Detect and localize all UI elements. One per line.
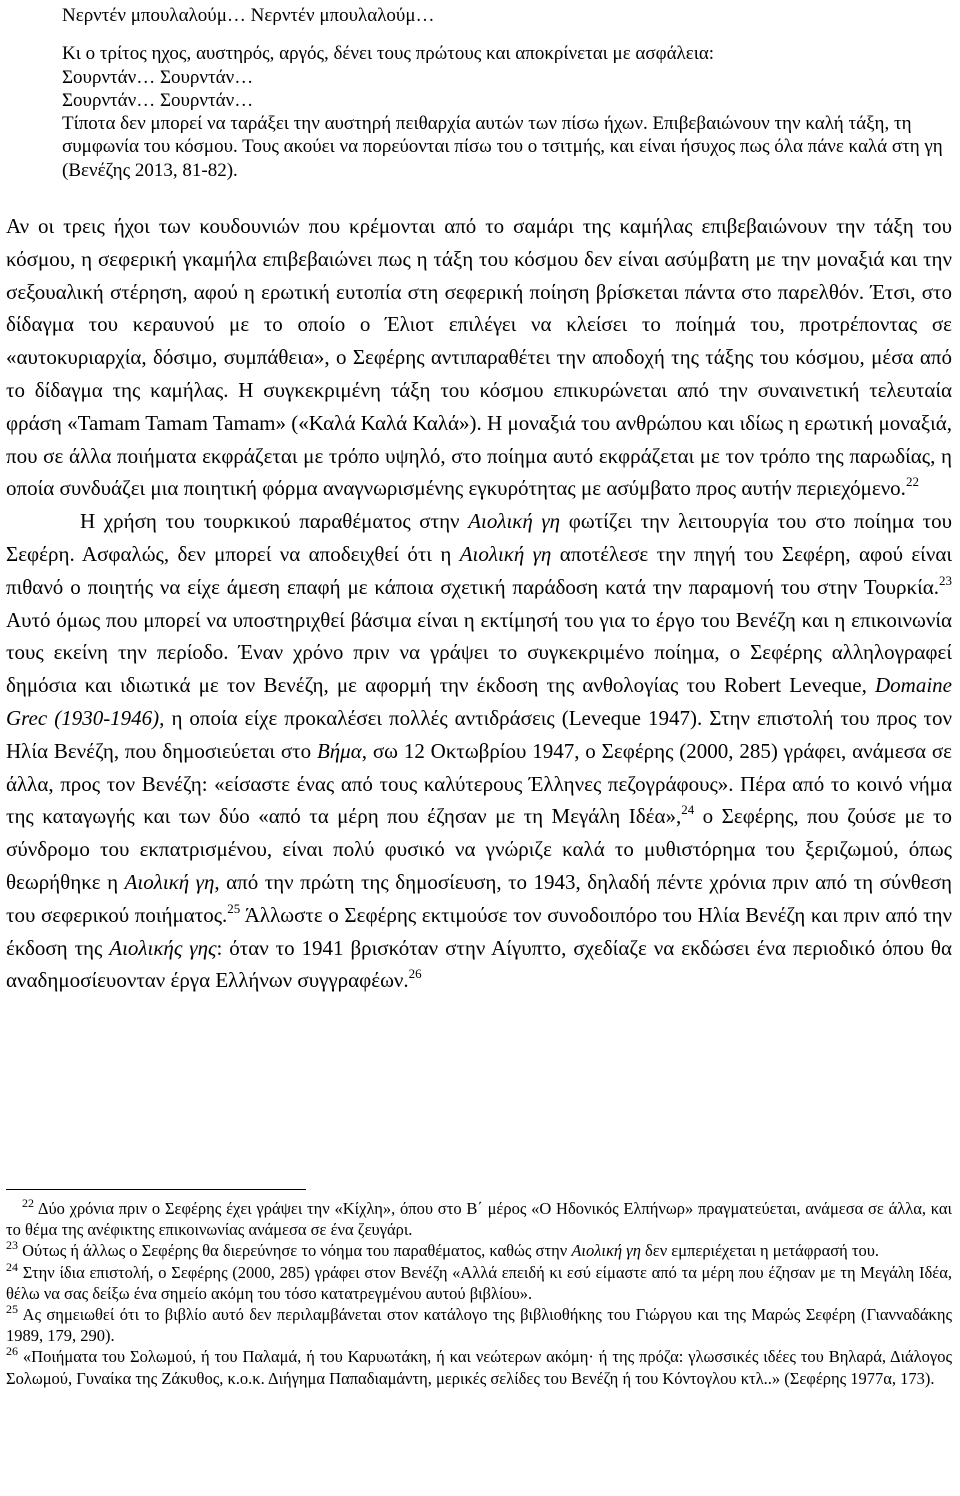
- italic-title: Αιολική γη: [459, 541, 552, 566]
- footnote-text: Ούτως ή άλλως ο Σεφέρης θα διερεύνησε το νόημα του παραθέματος, καθώς στην: [18, 1241, 572, 1261]
- quote-line: Σουρντάν… Σουρντάν…: [62, 89, 254, 111]
- quote-paragraph: Τίποτα δεν μπορεί να ταράξει την αυστηρή πειθαρχία αυτών των πίσω ήχων. Επιβεβαιώνουν την καλή τάξη, τη συμφωνία του κόσμου. Τους ακούει να πορεύονται πίσω του ο τσιτμής, και είναι ήσυχος πως όλα πάνε καλά στη γη (Βενέζης 2013, 81-82).: [62, 113, 943, 181]
- paragraph-1: [6, 210, 952, 505]
- footnote-24: [6, 1259, 952, 1304]
- footnote-number: 24: [6, 1259, 18, 1274]
- paragraph-text: Αυτό όμως που μπορεί να υποστηριχθεί βάσιμα είναι η εκτίμησή του για το έργο του Βενέζη και η επικοινωνία τους εκείνη την περίοδο. Έναν χρόνο πριν να γράψει το συγκεκριμένο ποίημα, ο Σεφέρης αλληλογραφεί δημόσια και ιδιωτικά με τον Βενέζη, με αφορμή την έκδοση της ανθολογίας του Robert Leveque,: [6, 607, 952, 698]
- quote-line: Κι ο τρίτος ηχος, αυστηρός, αργός, δένει τους πρώτους και αποκρίνεται με ασφάλεια:: [62, 43, 715, 65]
- paragraph-text: Η χρήση του τουρκικού παραθέματος στην: [80, 509, 469, 534]
- paragraph-text: η οποία είχε προκαλέσει πολλές αντιδράσεις (Leveque 1947). Στην επιστολή του προς τον Ηλία Βενέζη, που δημοσιεύεται στο: [6, 705, 952, 763]
- italic-title: Αιολική γη: [571, 1241, 641, 1261]
- paragraph-text: αποτέλεσε την πηγή του Σεφέρη, αφού είναι πιθανό ο ποιητής να είχε άμεση επαφή με κάποια σχετική παράδοση κατά την παραμονή του στην Τουρκία.: [6, 541, 952, 599]
- footnote-ref-23[interactable]: 23: [939, 572, 952, 588]
- footnote-number: 26: [6, 1344, 18, 1359]
- italic-title: Αιολική γη: [124, 869, 215, 894]
- footnote-number: 25: [6, 1302, 18, 1317]
- paragraph-text: , από την πρώτη της δημοσίευση, το 1943, δηλαδή πέντε χρόνια πριν από τη σύνθεση του σεφερικού ποιήματος.: [6, 869, 952, 927]
- paragraph-2: [6, 505, 952, 997]
- footnote-number: 23: [6, 1238, 18, 1253]
- footnote-text: Δύο χρόνια πριν ο Σεφέρης έχει γράψει την «Κίχλη», όπου στο Β΄ μέρος «Ο Ηδονικός Ελπήνωρ» πραγματεύεται, ανάμεσα σε άλλα, και το θέμα της ανέφικτης επικοινωνίας ανάμεσα σε ένα ζευγάρι.: [6, 1199, 952, 1240]
- paragraph-text: φωτίζει την λειτουργία του στο ποίημα του Σεφέρη. Ασφαλώς, δεν μπορεί να αποδειχθεί ότι η: [6, 509, 952, 566]
- footnote-26: [6, 1346, 952, 1388]
- footnote-22: [6, 1198, 952, 1240]
- body-text: [6, 210, 952, 997]
- footnote-text: «Ποιήματα του Σολωμού, ή του Παλαμά, ή του Καρυωτάκη, ή και νεώτερων ακόμη· ή της πρόζα: γλωσσικές ιδέες του Βηλαρά, Διάλογος Σολωμού, Γυναίκα της Ζάκυθος, κ.ο.κ. Διήγημα Παπαδιαμάντη, μερικές σελίδες του Βενέζη ή του Κόντογλου κτλ..» (Σεφέρης 1977α, 173).: [6, 1347, 952, 1388]
- italic-title: Βήμα: [316, 738, 362, 763]
- paragraph-text: Αν οι τρεις ήχοι των κουδουνιών που κρέμονται από το σαμάρι της καμήλας επιβεβαιώνουν την τάξη του κόσμου, η σεφερική γκαμήλα επιβεβαιώνει πως η τάξη του κόσμου δεν είναι ασύμβατη με την μοναξιά και την σεξουαλική στέρηση, αφού η ερωτική ευτοπία στη σεφερική ποίηση βρίσκεται πάντα στο παρελθόν. Έτσι, στο δίδαγμα του κεραυνού με το οποίο ο Έλιοτ επιλέγει να κλείσει το ποίημά του, προτρέποντας σε «αυτοκυριαρχία, δόσιμο, συμπάθεια», ο Σεφέρης αντιπαραθέτει την αποδοχή της τάξης του κόσμου, μέσα από το δίδαγμα της καμήλας. Η συγκεκριμένη τάξη του κόσμου επικυρώνεται από την συναινετική τελευταία φράση «Tamam Tamam Tamam» («Καλά Καλά Καλά»). Η μοναξιά του ανθρώπου και ιδίως η ερωτική μοναξιά, που σε άλλα ποιήματα εκφράζεται με τρόπο υψηλό, στο ποίημα αυτό εκφράζεται με τον τρόπο της παρωδίας, η οποία συνδυάζει μια ποιητική φόρμα αναγνωρισμένης εγκυρότητας με ασύμβατο προς αυτήν περιεχόμενο.: [6, 214, 952, 501]
- footnote-25: [6, 1304, 952, 1346]
- paragraph-text: : όταν το 1941 βρισκόταν στην Αίγυπτο, σχεδίαζε να εκδώσει ένα περιοδικό όπου θα αναδημοσίευονταν έργα Ελλήνων συγγραφέων.: [6, 935, 952, 993]
- footnote-number: 22: [22, 1196, 34, 1210]
- italic-title: Αιολική γη: [468, 509, 561, 534]
- footnote-ref-26[interactable]: 26: [408, 966, 422, 982]
- footnote-separator: [6, 1189, 306, 1190]
- footnote-text: δεν εμπεριέχεται η μετάφρασή του.: [640, 1241, 880, 1261]
- italic-title: Domaine Grec (1930-1946),: [6, 673, 952, 730]
- italic-title: Αιολικής γης: [109, 935, 217, 960]
- paragraph-text: ο Σεφέρης, που ζούσε με το σύνδρομο του εκπατρισμένου, είναι πολύ φυσικό να γνώριζε καλά το μυθιστόρημα του ξεριζωμού, όπως θεωρήθηκε η: [6, 804, 952, 894]
- quote-line: Σουρντάν… Σουρντάν…: [62, 66, 254, 88]
- footnote-ref-25[interactable]: 25: [227, 900, 241, 916]
- footnote-23: [6, 1240, 952, 1261]
- footnotes: [6, 1198, 952, 1389]
- footnote-ref-24[interactable]: 24: [681, 802, 695, 818]
- footnote-text: Στην ίδια επιστολή, ο Σεφέρης (2000, 285) γράφει στον Βενέζη «Αλλά επειδή κι εσύ είμαστε από τα μέρη που έζησαν με τη Μεγάλη Ιδέα, θέλω να σας δείξω ένα σημείο ακόμη του τόσο κατατρεγμένου αυτού βιβλίου».: [6, 1262, 952, 1303]
- paragraph-text: Άλλωστε ο Σεφέρης εκτιμούσε τον συνοδοιπόρο του Ηλία Βενέζη και πριν από την έκδοση της: [6, 902, 953, 960]
- footnote-ref-22[interactable]: 22: [905, 474, 919, 490]
- block-quote: [62, 4, 952, 182]
- footnote-text: Ας σημειωθεί ότι το βιβλίο αυτό δεν περιλαμβάνεται στον κατάλογο της βιβλιοθήκης του Γιώργου και της Μαρώς Σεφέρη (Γιανναδάκης 1989, 179, 290).: [6, 1305, 952, 1346]
- quote-line: Νερντέν μπουλαλούμ… Νερντέν μπουλαλούμ…: [62, 5, 435, 26]
- paragraph-text: , σω 12 Οκτωβρίου 1947, ο Σεφέρης (2000, 285) γράφει, ανάμεσα σε άλλα, προς τον Βενέζη: «είσαστε ένας από τους καλύτερους Έλληνες πεζογράφους». Πέρα από το κοινό νήμα της καταγωγής και των δύο «από τα μέρη που έζησαν με τη Μεγάλη Ιδέα»,: [6, 738, 952, 829]
